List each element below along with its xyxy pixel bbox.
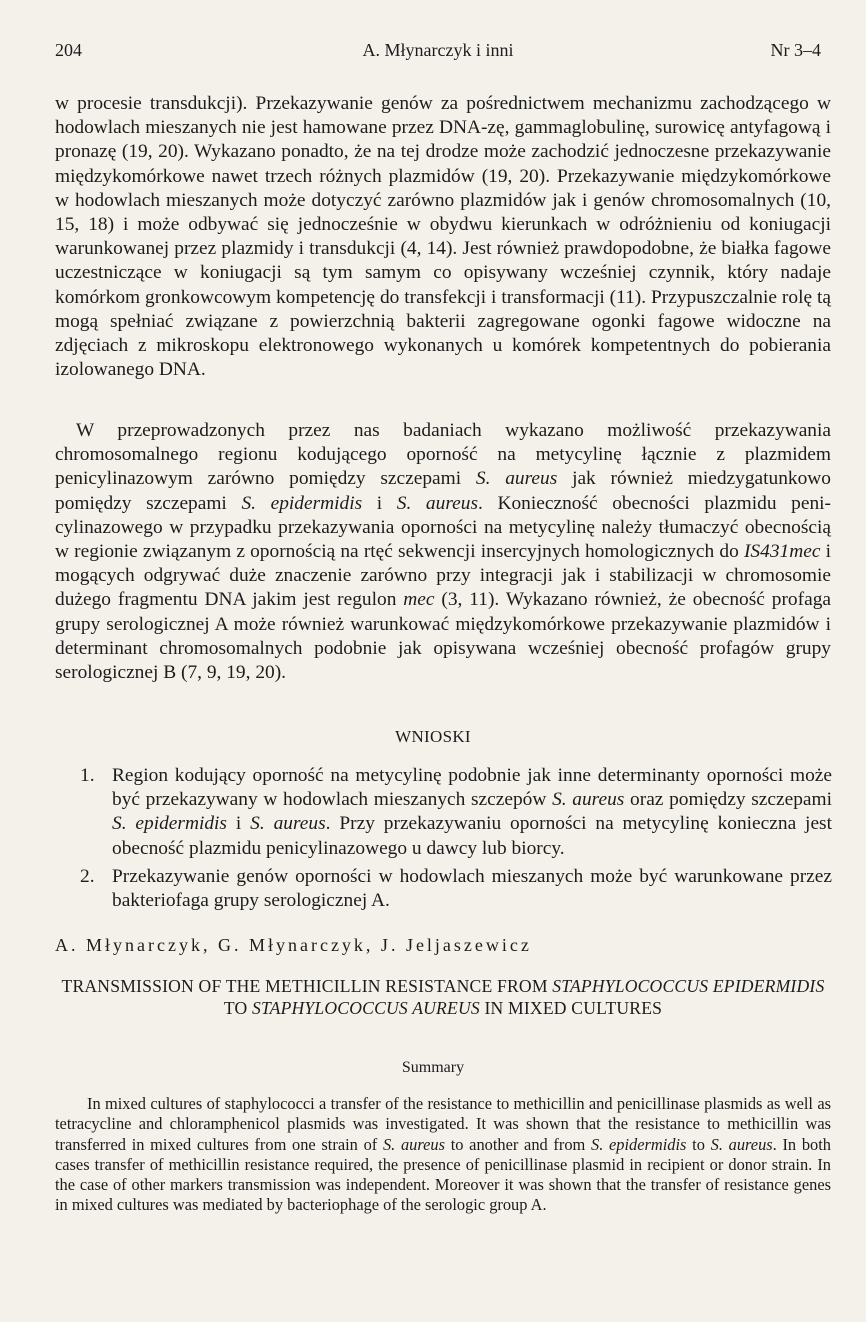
conclusions-heading: WNIOSKI xyxy=(395,727,471,746)
paragraph-1 xyxy=(55,92,831,382)
text-run: (3, 11). Wykazano również, że obecność profaga grupy serologicznej A może również warunkować międzykomórkowe przekazywanie plazmidów i determinant chromosomalnych podobnie jak opisywana wcześniej obecność profagów grupy serologicznej B (7, 9, 19, 20). xyxy=(55,589,831,684)
running-title: A. Młynarczyk i inni xyxy=(362,40,514,60)
text-run: W przeprowadzonych przez nas badaniach wykazano możliwość przekazywania chromosomalnego regionu kodującego oporność na metycylinę łącznie z plazmidem penicylinazowym zarówno pomiędzy szczepami xyxy=(55,420,831,490)
text-run: TRANSMISSION OF THE METHICILLIN RESISTANCE FROM xyxy=(61,976,553,996)
species-name: S. aureus xyxy=(552,789,625,811)
issue-number: Nr 3–4 xyxy=(770,40,821,60)
text-run: i mogących odgrywać duże znaczenie zarówno przy integracji jak i stabilizacji w chromosomie dużego fragmentu DNA jakim jest regulon xyxy=(55,541,831,611)
summary-paragraph xyxy=(55,1094,831,1216)
text-run: In mixed cultures of staphylococci a transfer of the resistance to methicillin and penicillinase plasmids as well as tetracycline and chloramphenicol plasmids was investigated. It was shown that the resistance to methicillin was transferred in mixed cultures from one strain of xyxy=(55,1094,831,1154)
species-name: STAPHYLOCOCCUS EPIDERMIDIS xyxy=(552,976,825,996)
text-run: oraz pomiędzy szczepami xyxy=(624,789,832,811)
english-title xyxy=(55,975,831,1019)
species-name: S. aureus xyxy=(396,492,479,514)
paragraph-1-text: w procesie transdukcji). Przekazywanie genów za pośrednictwem mechanizmu zachodzącego w hodowlach mieszanych nie jest hamowane przez DNA-zę, gammaglobulinę, surowicę antyfagową i pronazę (19, 20). Wykazano ponadto, że na tej drodze może zachodzić jednoczesne przekazywanie międzykomórkowe nawet trzech różnych plazmidów (19, 20). Przekazywanie międzykomórkowe w hodowlach mieszanych może dotyczyć zarówno plazmidów jak i genów chromosomalnych (10, 15, 18) i może odbywać się jednocześnie w obydwu kierunkach w odróżnieniu od koniugacji warunkowanej przez plazmidy i transdukcji (4, 14). Jest również prawdopodobne, że białka fagowe uczestniczące w koniugacji są tym samym co opisywany wcześniej czynnik, który nadaje komórkom gronkowcowym kompetencję do transfekcji i transformacji (11). Przypuszczalnie rolę tą mogą spełniać związane z powierzchnią bakterii zagregowane ogonki fagowe widoczne na zdjęciach z mikroskopu elektronowego wykonanych u komórek kompetentnych do pobierania izolowanego DNA. xyxy=(55,93,831,381)
page-number: 204 xyxy=(55,40,82,60)
text-run: IN MIXED CULTURES xyxy=(479,998,663,1018)
conclusion-item-2 xyxy=(80,865,832,913)
text-run: to another and from xyxy=(444,1134,592,1154)
page-header xyxy=(55,40,821,66)
paragraph-2 xyxy=(55,419,831,685)
species-name: S. epidermidis xyxy=(591,1134,687,1154)
text-run: Region kodujący oporność na metycylinę podobnie jak inne determinanty oporności może być przekazywany w hodowlach mieszanych szczepów xyxy=(112,765,832,811)
species-name: S. epidermidis xyxy=(112,813,227,835)
regulon-name: mec xyxy=(403,589,435,611)
species-name: S. aureus xyxy=(250,813,326,835)
paragraph-2-text xyxy=(55,419,831,685)
text-run: jak również miedzygatunkowo pomiędzy szczepami xyxy=(55,468,831,514)
summary-text xyxy=(55,1094,831,1216)
insertion-sequence-name: IS431mec xyxy=(743,541,821,563)
conclusion-item-1 xyxy=(80,764,832,861)
text-run: . Konieczność obecności plazmidu penicylinazowego w przypadku przekazywania oporności na metycylinę należy tłumaczyć obecnością w regionie związanym z opornością na rtęć sekwencji insercyjnych homologicznych do xyxy=(55,492,831,563)
text-run: TO xyxy=(223,998,252,1018)
text-run: i xyxy=(226,813,251,835)
species-name: S. aureus xyxy=(710,1134,773,1154)
species-name: S. epidermidis xyxy=(241,492,363,514)
species-name: S. aureus xyxy=(382,1134,445,1154)
author-list: A. Młynarczyk, G. Młynarczyk, J. Jeljaszewicz xyxy=(55,935,532,955)
text-run: to xyxy=(686,1134,711,1154)
species-name: STAPHYLOCOCCUS AUREUS xyxy=(251,998,480,1018)
summary-heading: Summary xyxy=(401,1059,465,1076)
text-run: i xyxy=(362,492,397,514)
conclusions-list xyxy=(80,764,832,917)
species-name: S. aureus xyxy=(475,468,558,490)
conclusion-number: 1. xyxy=(80,765,95,786)
text-run: . In both cases transfer of methicillin resistance required, the presence of penicillinase plasmid in recipient or donor strain. In the case of other markers transmission was independent. Moreover it was shown that the transfer of resistance genes in mixed cultures was mediated by bacteriophage of the serologic group A. xyxy=(55,1134,831,1215)
conclusion-number: 2. xyxy=(80,865,95,887)
text-run: Przekazywanie genów oporności w hodowlach mieszanych może być warunkowane przez bakteriofaga grupy serologicznej A. xyxy=(112,865,832,912)
text-run: . Przy przekazywaniu oporności na metycylinę konieczna jest obecność plazmidu penicylinazowego u dawcy lub biorcy. xyxy=(112,813,832,859)
